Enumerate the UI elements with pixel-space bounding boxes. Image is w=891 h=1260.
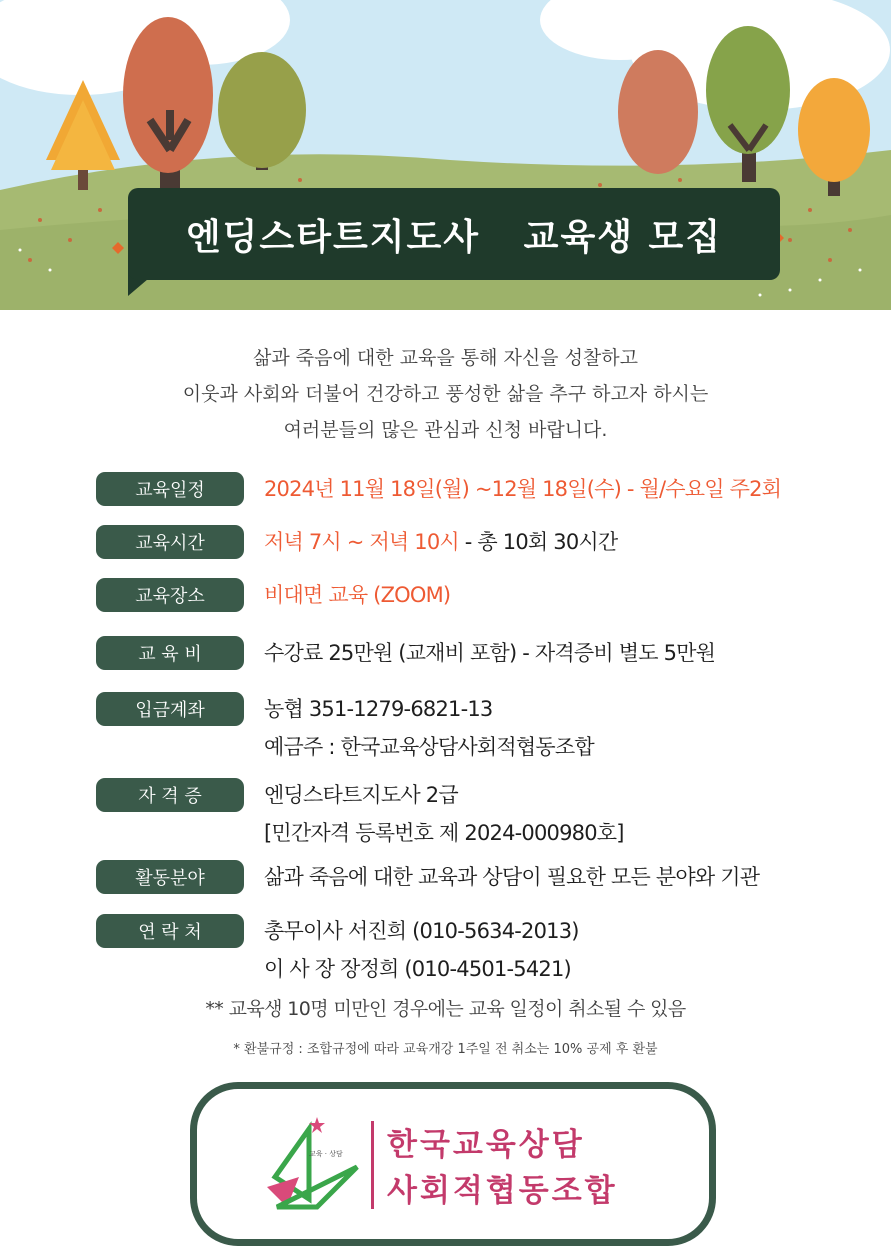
contact-label: 연 락 처 [96, 914, 244, 948]
account-label: 입금계좌 [96, 692, 244, 726]
license-name: 엔딩스타트지도사 2급 [264, 783, 458, 807]
page-title: 엔딩스타트지도사 교육생 모집 [185, 216, 723, 258]
time-label: 교육시간 [96, 525, 244, 559]
logo-line-2: 사회적협동조합 [387, 1173, 618, 1209]
logo-mini-text: 교육 · 상담 [309, 1150, 343, 1158]
contact-1: 총무이사 서진희 (010-5634-2013) [264, 919, 579, 943]
fee-label: 교 육 비 [96, 636, 244, 670]
field-value: 삶과 죽음에 대한 교육과 상담이 필요한 모든 분야와 기관 [264, 865, 760, 889]
time-value-rest: - 총 10회 30시간 [458, 530, 618, 554]
schedule-value: 2024년 11월 18일(월) ~12월 18일(수) - 월/수요일 주2회 [264, 477, 782, 501]
field-label: 활동분야 [96, 860, 244, 894]
logo-mark-icon [257, 1107, 367, 1217]
license-label: 자 격 증 [96, 778, 244, 812]
intro-line-3: 여러분들의 많은 관심과 신청 바랍니다. [283, 419, 608, 441]
schedule-label: 교육일정 [96, 472, 244, 506]
intro-text [0, 340, 891, 448]
license-reg-number: [민간자격 등록번호 제 2024-000980호] [264, 821, 624, 845]
account-holder: 예금주 : 한국교육상담사회적협동조합 [264, 735, 594, 759]
title-banner [128, 188, 780, 280]
logo-divider [371, 1121, 374, 1209]
organization-logo-box [190, 1082, 716, 1246]
intro-line-1: 삶과 죽음에 대한 교육을 통해 자신을 성찰하고 [253, 347, 638, 369]
intro-line-2: 이웃과 사회와 더불어 건강하고 풍성한 삶을 추구 하고자 하시는 [182, 383, 709, 405]
hero-illustration [0, 0, 891, 310]
fee-value: 수강료 25만원 (교재비 포함) - 자격증비 별도 5만원 [264, 641, 716, 665]
place-value: 비대면 교육 (ZOOM) [264, 583, 451, 607]
logo-line-1: 한국교육상담 [387, 1127, 585, 1163]
cancellation-notice: ** 교육생 10명 미만인 경우에는 교육 일정이 취소될 수 있음 [205, 998, 686, 1020]
refund-policy: * 환불규정 : 조합규정에 따라 교육개강 1주일 전 취소는 10% 공제 후 환불 [233, 1042, 658, 1057]
account-number: 농협 351-1279-6821-13 [264, 697, 493, 721]
place-label: 교육장소 [96, 578, 244, 612]
contact-2: 이 사 장 장정희 (010-4501-5421) [264, 957, 571, 981]
time-value [264, 523, 617, 561]
time-value-highlight: 저녁 7시 ~ 저녁 10시 [264, 530, 459, 554]
